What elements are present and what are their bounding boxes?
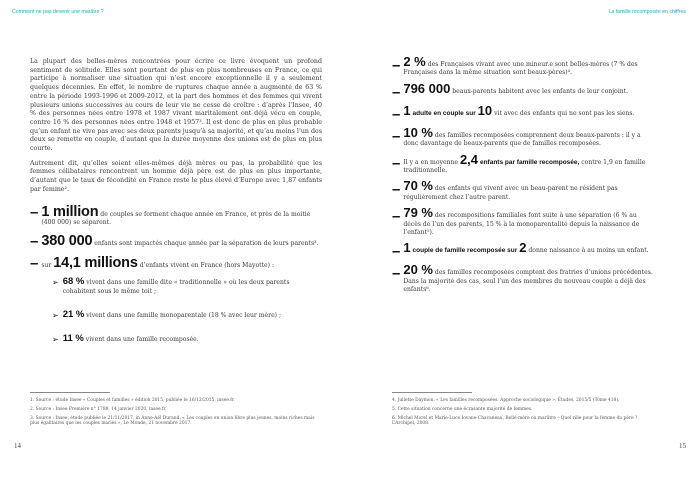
stat-item — [392, 124, 655, 149]
stat-figure: 20 % — [403, 262, 433, 278]
stat-text: des recompositions familiales font suite à une séparation (6 % au décès de l’un des parents, 15 % à la monoparentalité depuis la naissance de l’enfant⁵). — [403, 212, 640, 237]
stat-item — [392, 151, 655, 176]
stat-figure: 2 % — [403, 54, 426, 69]
stat-figure: 79 % — [403, 205, 433, 221]
stat-text: de couples se forment chaque année en France, et près de la moitié (400 000) se séparent. — [41, 210, 311, 226]
stat-figure: 796 000 — [403, 80, 451, 96]
footnote: 6. Michel Morel et Marie-Luce Iovane-Chavaneau, Belle-mère ou marâtre – Quel rôle pour la femme du père ?, L’Archipel, 2008. — [392, 415, 639, 427]
footnote-divider — [392, 392, 472, 393]
dash-bullet: – — [30, 255, 39, 273]
stat-item — [392, 205, 655, 237]
footnote: 1. Source : étude Insee « Couples et familles » édition 2015, publiée le 16/12/2015, insee.fr. — [30, 398, 235, 403]
stat-prefix: sur — [41, 262, 52, 270]
sub-stat-text: vivent dans une famille recomposée. — [85, 335, 199, 343]
running-head-right: La famille recomposée en chiffres — [608, 9, 686, 15]
body-paragraph: La plupart des belles-mères rencontrées pour écrire ce livre évoquent un profond sentiment de solitude. Elles sont pourtant de plus en plus nombreuses en France, ce qui participe à normaliser une situation qui n’est encore exceptionnelle il y a seulement quelques décennies. En effet, le nombre de ruptures chaque année a augmenté de 63 % entre la période 1993-1996 et 2009-2012, et la part des hommes et des femmes qui vivent plusieurs unions successives au cours de leur vie ne cesse de croître : d’après l’Insee, 40 % des personnes nées entre 1978 et 1987 vivant maritalement ont déjà vécu en couple, contre 16 % des personnes nées entre 1948 et 1957³. Il est donc de plus en plus probable qu’un enfant ne vive pas avec ses deux parents jusqu’à sa majorité, et qu’au moins l’un des deux se remette en couple, d’autant que la durée moyenne des unions est de plus en plus courte. — [30, 58, 322, 153]
footnotes-left — [30, 398, 322, 430]
stat-figure: 1 — [403, 102, 411, 118]
dash-bullet: – — [392, 57, 401, 74]
stat-figure: 70 % — [403, 178, 433, 194]
sub-stat-item — [52, 278, 322, 296]
stat-text: enfants sont impactés chaque année par la séparation de leurs parents³. — [94, 240, 319, 248]
stat-figure: 1 — [403, 240, 411, 256]
dash-bullet: – — [30, 233, 39, 251]
stat-item — [30, 256, 322, 271]
stat-figure: 380 000 — [41, 233, 93, 250]
stat-bold-text: enfants par famille recomposée, — [479, 158, 580, 166]
stat-item — [30, 234, 322, 249]
stat-text: des familles recomposées comptent des fratries d’unions précédentes. Dans la majorité des cas, seul l’un des membres du nouveau couple a déjà des enfants⁶. — [403, 269, 653, 294]
stat-bold-text: couple de famille recomposée sur — [412, 247, 518, 255]
page-number-right: 15 — [679, 442, 686, 450]
stat-figure: 2 — [519, 240, 527, 256]
footnote: 2. Source : Insee Première n° 1789, 14 janvier 2020, insee.fr. — [30, 406, 167, 412]
dash-bullet: – — [392, 265, 401, 283]
arrow-bullet-icon: ➢ — [52, 334, 59, 344]
dash-bullet: – — [392, 154, 401, 172]
stat-item — [392, 80, 655, 101]
arrow-bullet-icon: ➢ — [52, 278, 59, 288]
right-page — [392, 54, 655, 302]
sub-stat-figure: 68 % — [62, 276, 85, 288]
stat-text: des Françaises vivant avec une mineur.e sont belles-mères (7 % des Françaises dans la même situation sont beaux-pères)⁴. — [403, 61, 638, 77]
sub-stat-item — [52, 308, 322, 321]
footnote-divider — [30, 392, 110, 393]
dash-bullet: – — [392, 208, 401, 226]
stat-prefix: Il y a en moyenne — [403, 158, 459, 166]
sub-stat-figure: 21 % — [62, 308, 85, 320]
footnote: 5. Cette situation concerne une écrasante majorité de femmes. — [392, 406, 533, 412]
dash-bullet: – — [392, 181, 401, 199]
stat-figure: 10 — [477, 102, 493, 118]
stat-item — [30, 205, 322, 228]
body-paragraph: Autrement dit, qu’elles soient elles-mêmes déjà mères ou pas, la probabilité que les femmes célibataires rencontrent un homme déjà père est de plus en plus importante, d’autant que le taux de fécondité en France reste le plus élevé d’Europe avec 1,87 enfants par femme². — [30, 159, 322, 193]
stat-bold-text: adulte en couple sur — [412, 109, 476, 117]
left-page — [30, 58, 322, 359]
footnotes-right — [392, 398, 655, 430]
stat-figure: 10 % — [403, 124, 433, 140]
running-head-left: Comment ne pas devenir une marâtre ? — [12, 9, 104, 15]
stat-item — [392, 102, 655, 123]
footnote: 4. Juliette Daymon, « Les familles recomposées. Approche sociologique », Études, 2015/5 (Tome 418). — [392, 398, 620, 403]
stat-item — [392, 262, 655, 294]
sub-stat-item — [52, 332, 322, 345]
stat-figure: 14,1 millions — [53, 255, 138, 272]
stat-item — [392, 178, 655, 202]
footnote: 3. Source : Insee, étude publiée le 21/11/2017, in Anne-Aël Durand, « Les couples en union libre plus jeunes, moins riches mais plus égalitaires que les couples mariés », Le Monde, 21 novembre 2017. — [30, 415, 315, 427]
stat-item — [392, 54, 655, 78]
dash-bullet: – — [392, 105, 401, 123]
arrow-bullet-icon: ➢ — [52, 310, 59, 320]
stat-text: contre 1,9 en famille traditionnelle. — [403, 158, 646, 175]
stat-text: beaux-parents habitent avec les enfants de leur conjoint. — [452, 87, 629, 95]
sub-stat-text: vivent dans une famille monoparentale (18 % avec leur mère) ; — [86, 311, 282, 319]
sub-stat-text: vivent dans une famille dite « traditionnelle » où les deux parents cohabitent sous le même toit ; — [62, 279, 290, 295]
stat-text: d’enfants vivent en France (hors Mayotte) : — [139, 262, 274, 270]
stat-item — [392, 240, 655, 261]
stat-text: vit avec des enfants qui ne sont pas les siens. — [494, 109, 635, 117]
dash-bullet: – — [392, 83, 401, 101]
dash-bullet: – — [392, 127, 401, 145]
stat-text: donne naissance à au moins un enfant. — [528, 247, 649, 255]
stat-figure: 1 million — [41, 203, 99, 220]
dash-bullet: – — [392, 243, 401, 261]
dash-bullet: – — [30, 203, 39, 221]
stat-text: des enfants qui vivent avec un beau-parent ne résident pas régulièrement chez l’autre parent. — [403, 185, 618, 201]
page-number-left: 14 — [14, 442, 21, 450]
stat-figure: 2,4 — [459, 151, 479, 167]
stat-text: des familles recomposées comprennent deux beaux-parents : il y a donc davantage de beaux-parents que de familles recomposées. — [403, 131, 641, 148]
sub-stat-figure: 11 % — [62, 332, 84, 344]
